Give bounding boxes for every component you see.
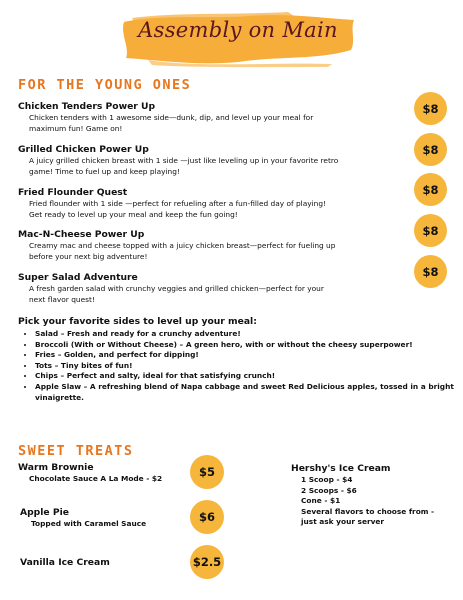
item-name: Chicken Tenders Power Up	[18, 101, 156, 112]
price-badge: $8	[414, 173, 447, 206]
price-badge: $8	[414, 92, 447, 125]
item-name: Mac-N-Cheese Power Up	[18, 229, 145, 240]
treat-hershys-ice-cream	[291, 462, 451, 528]
price-badge: $8	[414, 214, 447, 247]
treat-option: Cone - $1	[301, 496, 341, 505]
treat-vanilla-ice-cream	[20, 556, 110, 569]
treat-name: Warm Brownie	[18, 462, 94, 473]
item-description-line: before your next big adventure!	[29, 251, 148, 261]
item-name: Super Salad Adventure	[18, 272, 138, 283]
treat-name: Apple Pie	[20, 507, 69, 518]
menu-item-grilled-chicken	[18, 143, 398, 177]
side-item: • Tots – Tiny bites of fun!	[35, 361, 463, 372]
item-description-line: Get ready to level up your meal and keep the fun going!	[29, 209, 238, 219]
item-description-line: Fried flounder with 1 side —perfect for refueling after a fun-filled day of playing!	[29, 199, 327, 208]
price-badge: $8	[414, 255, 447, 288]
item-description-line: Creamy mac and cheese topped with a juicy chicken breast—perfect for fueling up	[29, 241, 336, 250]
item-description-line: Chicken tenders with 1 awesome side—dunk, dip, and level up your meal for	[29, 113, 314, 122]
side-item: • Apple Slaw – A refreshing blend of Napa cabbage and sweet Red Delicious apples, tossed in a bright vinaigrette.	[35, 382, 463, 403]
price-badge: $2.5	[190, 545, 224, 579]
item-name: Grilled Chicken Power Up	[18, 144, 149, 155]
hershys-options	[291, 475, 451, 528]
item-description-line: A juicy grilled chicken breast with 1 side —just like leveling up in your favorite retro	[29, 156, 339, 165]
treat-warm-brownie	[18, 461, 162, 485]
treat-name: Vanilla Ice Cream	[20, 557, 110, 568]
price-badge: $8	[414, 133, 447, 166]
side-item: • Chips – Perfect and salty, ideal for that satisfying crunch!	[35, 371, 463, 382]
side-item: • Broccoli (With or Without Cheese) – A green hero, with or without the cheesy superpower!	[35, 340, 463, 351]
item-description-line: A fresh garden salad with crunchy veggies and grilled chicken—perfect for your	[29, 284, 324, 293]
treat-option: Topped with Caramel Sauce	[31, 519, 147, 528]
section-title-young-ones: FOR THE YOUNG ONES	[18, 77, 192, 93]
menu-item-fried-flounder	[18, 186, 398, 220]
treat-option: 1 Scoop - $4	[301, 475, 353, 484]
sides-list	[20, 329, 463, 403]
treat-apple-pie	[20, 506, 146, 530]
item-description-line: next flavor quest!	[29, 294, 95, 304]
menu-item-super-salad	[18, 271, 398, 305]
treat-option: 2 Scoops - $6	[301, 485, 357, 495]
menu-item-mac-n-cheese	[18, 228, 398, 262]
price-badge: $6	[190, 500, 224, 534]
item-name: Fried Flounder Quest	[18, 187, 128, 198]
restaurant-title: Assembly on Main	[138, 18, 338, 42]
section-title-sweet-treats: SWEET TREATS	[18, 443, 134, 459]
item-description-line: maximum fun! Game on!	[29, 123, 123, 133]
menu-item-chicken-tenders	[18, 100, 398, 134]
side-item: • Fries – Golden, and perfect for dipping!	[35, 350, 463, 361]
price-badge: $5	[190, 455, 224, 489]
item-description-line: game! Time to fuel up and keep playing!	[29, 166, 180, 176]
treat-option: just ask your server	[301, 517, 385, 526]
treat-name: Hershy's Ice Cream	[291, 463, 391, 474]
treat-option: Chocolate Sauce A La Mode - $2	[29, 474, 163, 483]
treat-option: Several flavors to choose from -	[301, 506, 435, 516]
side-item: • Salad – Fresh and ready for a crunchy adventure!	[35, 329, 463, 340]
sides-heading: Pick your favorite sides to level up your meal:	[18, 316, 257, 327]
